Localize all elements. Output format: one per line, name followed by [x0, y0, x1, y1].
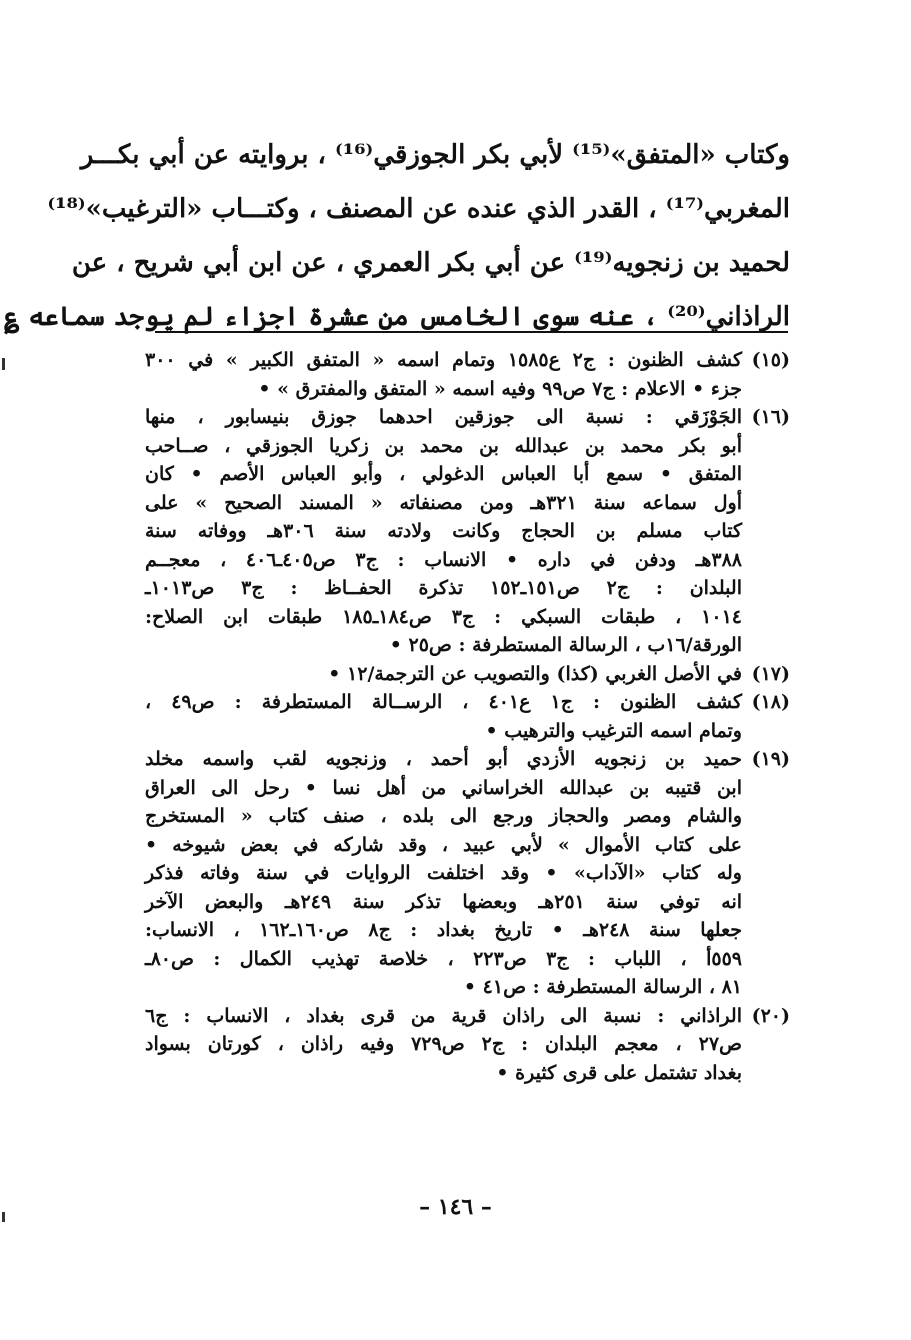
scan-margin-mark: [2, 358, 5, 370]
footnote-line: وتمام اسمه الترغيب والترهيب •: [485, 719, 742, 742]
footnote-line: كشف الظنون : ج١ ع٤٠١ ، الرســالة المستطرفة : ص٤٩ ،: [145, 691, 743, 713]
footnote-line: في الأصل الغربي (كذا) والتصويب عن الترجمة/١٢ •: [328, 662, 742, 685]
footnote-line: ٣٨٨هـ ودفن في داره • الانساب : ج٣ ص٤٠٥ـ٤٠٦ ، معجــم: [145, 548, 742, 571]
footnote-line: كشف الظنون : ج٢ ع١٥٨٥ وتمام اسمه « المتفق الكبير » في ٣٠٠: [145, 349, 742, 371]
footnote-line: البلدان : ج٢ ص١٥١ـ١٥٢ تذكرة الحفــاظ : ج٣ ص١٠١٣ـ: [145, 577, 742, 599]
footnote-line: على كتاب الأموال » لأبي عبيد ، وقد شاركه في بعض شيوخه •: [145, 833, 742, 856]
footnote-line: ص٢٧ ، معجم البلدان : ج٢ ص٧٢٩ وفيه راذان ، كورتان بسواد: [145, 1033, 743, 1055]
main-text-line: لحميد بن زنجويه⁽¹⁹⁾ عن أبي بكر العمري ، عن ابن أبي شريح ، عن: [71, 248, 790, 278]
footnote-number: (١٥): [751, 349, 790, 371]
footnote-line: المتفق • سمع أبا العباس الدغولي ، وأبو العباس الأصم • كان: [145, 463, 742, 485]
main-text-line: المغربي⁽¹⁷⁾ ، القدر الذي عنده عن المصنف ، وكتـــاب «الترغيب»⁽¹⁸⁾: [47, 194, 790, 224]
footnote-divider: [155, 331, 788, 333]
footnote-15: [145, 346, 790, 403]
footnote-line: جزء • الاعلام : ج٧ ص٩٩ وفيه اسمه « المتفق والمفترق » •: [258, 377, 742, 400]
footnote-18: [145, 688, 790, 745]
footnote-20: [145, 1002, 790, 1088]
footnote-number: (٢٠): [751, 1004, 790, 1027]
footnote-line: وله كتاب «الآداب» • وقد اختلفت الروايات في سنة وفاته فذكر: [145, 862, 742, 884]
footnote-line: الورقة/١٦ب ، الرسالة المستطرفة : ص٢٥ •: [389, 634, 742, 656]
footnote-line: بغداد تشتمل على قرى كثيرة •: [496, 1061, 742, 1084]
main-text-line: وكتاب «المتفق»⁽¹⁵⁾ لأبي بكر الجوزقي⁽¹⁶⁾ ، بروايته عن أبي بكـــر: [80, 140, 790, 170]
scan-margin-mark: [2, 1212, 5, 1222]
main-text-line: الراذاني⁽²⁰⁾ ، عنه سوى الخامس من عشرة اجزاء لم يوجد سماعه ؏: [4, 302, 790, 332]
footnote-17: [145, 660, 790, 689]
main-text-block: [4, 128, 790, 344]
footnote-line: جعلها سنة ٢٤٨هـ • تاريخ بغداد : ج٨ ص١٦٠ـ١٦٢ ، الانساب:: [145, 919, 742, 941]
footnote-line: ١٠١٤ ، طبقات السبكي : ج٣ ص١٨٤ـ١٨٥ طبقات ابن الصلاح:: [145, 605, 742, 628]
footnote-number: (١٧): [751, 662, 790, 685]
footnote-line: كتاب مسلم بن الحجاج وكانت ولادته سنة ٣٠٦هـ ووفاته سنة: [145, 520, 742, 542]
footnotes-section: [145, 346, 790, 1087]
footnote-line: الراذاني : نسبة الى راذان قرية من قرى بغداد ، الانساب : ج٦: [145, 1004, 742, 1027]
footnote-line: والشام ومصر والحجاز ورجع الى بلده ، صنف كتاب « المستخرج: [145, 805, 742, 827]
footnote-16: [145, 403, 790, 660]
footnote-line: الجَوْزَقي : نسبة الى جوزقين احدهما جوزق بنيسابور ، منها: [145, 406, 742, 428]
footnote-line: انه توفي سنة ٢٥١هـ وبعضها تذكر سنة ٢٤٩هـ والبعض الآخر: [145, 890, 743, 913]
footnote-line: أول سماعه سنة ٣٢١هـ ومن مصنفاته « المسند الصحيح » على: [145, 491, 742, 514]
footnote-line: ٨١ ، الرسالة المستطرفة : ص٤١ •: [463, 976, 742, 998]
footnote-line: أبو بكر محمد بن عبدالله بن محمد بن زكريا الجوزقي ، صــاحب: [145, 434, 742, 457]
page-number: – ١٤٦ –: [419, 1194, 492, 1220]
footnote-line: ٥٥٩أ ، اللباب : ج٣ ص٢٢٣ ، خلاصة تهذيب الكمال : ص٨٠ـ: [145, 947, 743, 970]
footnote-line: ابن قتيبه بن عبدالله الخراساني من أهل نسا • رحل الى العراق: [145, 776, 742, 799]
footnote-number: (١٨): [751, 691, 790, 713]
footnote-line: حميد بن زنجويه الأزدي أبو أحمد ، وزنجويه لقب واسمه مخلد: [145, 748, 742, 770]
footnote-number: (١٩): [751, 748, 790, 770]
footnote-number: (١٦): [751, 406, 790, 428]
footnote-19: [145, 745, 790, 1002]
